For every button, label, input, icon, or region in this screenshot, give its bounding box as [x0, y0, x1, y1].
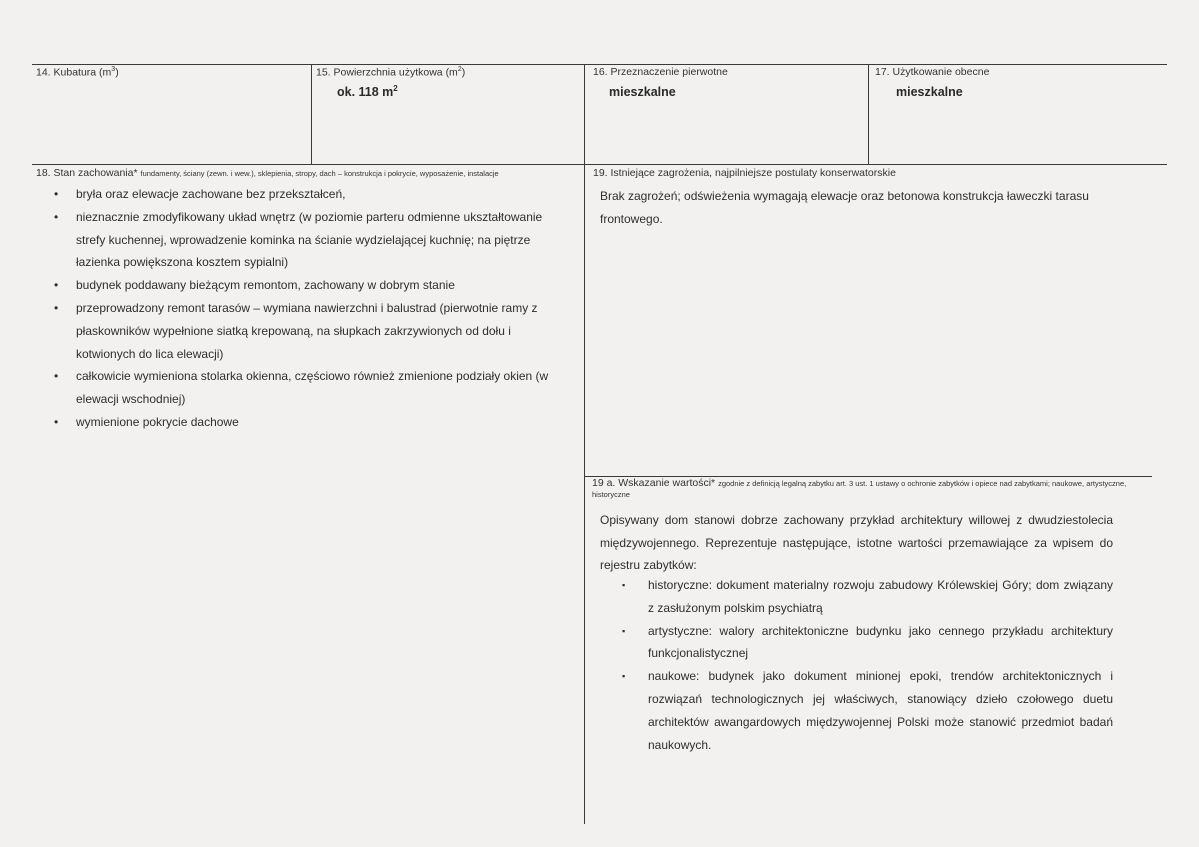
field-19-text: Brak zagrożeń; odświeżenia wymagają elewacje oraz betonowa konstrukcja ławeczki tarasu frontowego.	[600, 189, 1089, 226]
list-item: • przeprowadzony remont tarasów – wymiana nawierzchni i balustrad (pierwotnie ramy z płaskowników wypełnione siatką krepowaną, na słupkach zakrzywionych od dołu i kotwionych do lica elewacji)	[54, 297, 569, 365]
row-divider	[32, 164, 1167, 165]
col-divider-3	[868, 64, 869, 164]
col-divider-2	[584, 64, 585, 824]
top-border	[32, 64, 1167, 65]
list-item: ▪ historyczne: dokument materialny rozwoju zabudowy Królewskiej Góry; dom związany z zasłużonym polskim psychiatrą	[622, 574, 1113, 620]
field-14-label: 14. Kubatura $(m^3)$	[36, 66, 119, 79]
field-19a-intro: Opisywany dom stanowi dobrze zachowany przykład architektury willowej z dwudziestolecia międzywojennego. Reprezentuje następujące, istotne wartości przemawiające za wpisem do rejestru zabytków:	[600, 513, 1113, 572]
list-item: • wymienione pokrycie dachowe	[54, 411, 569, 434]
list-item: • całkowicie wymieniona stolarka okienna, częściowo również zmienione podziały okien (w elewacji wschodniej)	[54, 365, 569, 411]
field-18-label: 18. Stan zachowania* fundamenty, ściany (zewn. i wew.), sklepienia, stropy, dach – konstrukcja i pokrycie, wyposażenie, instalacje	[36, 167, 499, 179]
list-item: ▪ naukowe: budynek jako dokument minionej epoki, trendów architektonicznych i rozwiązań technologicznych jej właściwych, stanowiący dzieło czołowego duetu architektów awangardowych międzywojennej Polski może stanowić przedmiot badań naukowych.	[622, 665, 1113, 756]
field-19a-label: 19 a. Wskazanie wartości* zgodnie z definicją legalną zabytku art. 3 ust. 1 ustawy o ochronie zabytków i opiece nad zabytkami; naukowe, artystyczne, historyczne	[592, 477, 1127, 499]
list-item: • bryła oraz elewacje zachowane bez przekształceń,	[54, 183, 569, 206]
field-16-value: mieszkalne	[609, 85, 676, 99]
field-18-label-hint: fundamenty, ściany (zewn. i wew.), sklepienia, stropy, dach – konstrukcja i pokrycie, wyposażenie, instalacje	[140, 169, 499, 178]
field-15-label: 15. Powierzchnia użytkowa $(m^2)$	[316, 66, 466, 79]
field-17-value: mieszkalne	[896, 85, 963, 99]
list-item: • nieznacznie zmodyfikowany układ wnętrz (w poziomie parteru odmienne ukształtowanie strefy kuchennej, wprowadzenie kominka na ścianie wydzielającej kuchnię; na piętrze łazienka powiększona kosztem sypialni)	[54, 206, 569, 274]
field-17-label: 17. Użytkowanie obecne	[875, 66, 990, 78]
field-19a-label-hint: zgodnie z definicją legalną zabytku art. 3 ust. 1 ustawy o ochronie zabytków i opiece nad zabytkami; naukowe, artystyczne, historyczne	[592, 479, 1127, 499]
field-15-value: ok. 118 $m^2$	[337, 84, 398, 100]
field-19-label: 19. Istniejące zagrożenia, najpilniejsze postulaty konserwatorskie	[593, 167, 896, 179]
list-item: • budynek poddawany bieżącym remontom, zachowany w dobrym stanie	[54, 274, 569, 297]
list-item: ▪ artystyczne: walory architektoniczne budynku jako cennego przykładu architektury funkcjonalistycznej	[622, 620, 1113, 666]
field-18-list	[54, 183, 569, 434]
field-19a-list	[622, 574, 1113, 756]
col-divider-1	[311, 64, 312, 164]
field-16-label: 16. Przeznaczenie pierwotne	[593, 66, 728, 78]
